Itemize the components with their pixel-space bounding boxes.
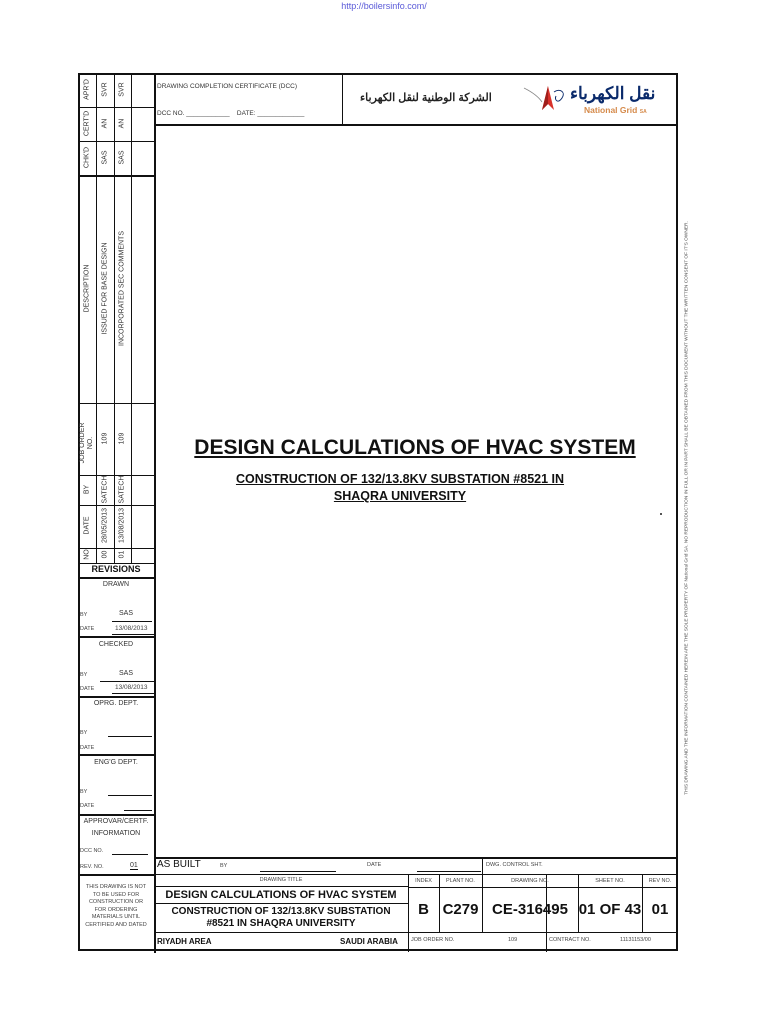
- engg-date-label: DATE: [80, 803, 95, 809]
- oprg-by-label: BY: [80, 730, 88, 736]
- rev-1-certd: AN: [101, 118, 109, 129]
- drawing-title-line2: CONSTRUCTION OF 132/13.8KV SUBSTATION: [171, 906, 391, 917]
- company-name-arabic: الشركة الوطنية لنقل الكهرباء: [360, 92, 492, 104]
- approval-rev-value: 01: [130, 862, 138, 869]
- col-description-header: DESCRIPTION: [83, 264, 91, 313]
- rev-row-line: [78, 403, 154, 404]
- job-order-label: JOB ORDER NO.: [411, 937, 455, 943]
- oprg-date-label: DATE: [80, 745, 95, 751]
- sheet-no-label: SHEET NO.: [595, 878, 625, 884]
- checked-by-line: [100, 681, 154, 682]
- drawn-title: DRAWN: [102, 581, 130, 588]
- construction-notice: THIS DRAWING IS NOT TO BE USED FOR CONSTRUCTION OR FOR ORDERING MATERIALS UNTIL CERTIFIED AND DATED: [85, 884, 147, 928]
- dcc-date-label: DATE:: [236, 110, 256, 117]
- rev-2-aprd: SVR: [118, 82, 126, 97]
- titleblock-line: [154, 886, 408, 887]
- as-built-by-label: BY: [220, 863, 228, 869]
- section-divider: [78, 636, 154, 638]
- engg-by-label: BY: [80, 789, 88, 795]
- drawn-date-line: [112, 634, 154, 635]
- section-divider: [78, 874, 154, 876]
- rev-1-description: ISSUED FOR BASE DESIGN: [101, 242, 109, 335]
- engg-title: ENG'G DEPT.: [94, 759, 138, 766]
- rev-2-date: 13/08/2013: [118, 507, 126, 544]
- col-by-header: BY: [83, 484, 91, 495]
- rev-1-chkd: SAS: [101, 150, 109, 165]
- revisions-title: REVISIONS: [91, 564, 141, 574]
- engg-by-field[interactable]: [108, 795, 152, 796]
- header-divider: [154, 124, 678, 126]
- dcc-no-label: DCC NO.: [157, 110, 185, 117]
- checked-date-label: DATE: [80, 686, 95, 692]
- titleblock-line: [154, 874, 678, 875]
- document-title: DESIGN CALCULATIONS OF HVAC SYSTEM: [194, 436, 636, 459]
- drawn-by-label: BY: [80, 612, 88, 618]
- col-job-order-header: JOB ORDER NO.: [79, 422, 94, 464]
- oprg-title: OPRG. DEPT.: [93, 700, 139, 707]
- rev-1-job-order: 109: [101, 432, 109, 445]
- rev-2-description: INCORPORATED SEC COMMENTS: [118, 231, 126, 346]
- approval-rev-label: REV. NO.: [80, 864, 104, 870]
- drawing-no-label: DRAWING NO.: [511, 878, 549, 884]
- drawn-by-value: SAS: [119, 610, 134, 617]
- drawing-no-value: CE-316495: [492, 901, 568, 918]
- plant-value: C279: [442, 901, 479, 918]
- titleblock-col: [482, 857, 483, 874]
- drawing-title-line3: #8521 IN SHAQRA UNIVERSITY: [206, 918, 356, 929]
- rev-2-certd: AN: [118, 118, 126, 129]
- approval-dcc-field[interactable]: [112, 854, 148, 855]
- col-chkd-header: CHK'D: [83, 146, 91, 169]
- header-col-line: [342, 73, 343, 125]
- titleblock-line: [408, 887, 678, 888]
- document-subtitle: CONSTRUCTION OF 132/13.8KV SUBSTATION #8521 IN SHAQRA UNIVERSITY: [235, 472, 565, 503]
- country-label: SAUDI ARABIA: [340, 937, 398, 946]
- checked-by-value: SAS: [119, 670, 134, 677]
- rev-col-line: [114, 73, 115, 563]
- approval-dcc-label: DCC NO.: [80, 848, 104, 854]
- col-no-header: NO: [83, 549, 91, 560]
- drawing-frame: [78, 73, 678, 951]
- rev-1-by: SATECH: [101, 475, 109, 504]
- contract-value: 11131153/00: [620, 937, 651, 943]
- rev-1-date: 28/05/2013: [101, 507, 109, 544]
- dcc-title: DRAWING COMPLETION CERTIFICATE (DCC): [157, 83, 297, 90]
- checked-date-line: [112, 693, 154, 694]
- engg-date-field[interactable]: [124, 810, 152, 811]
- as-built-date-label: DATE: [367, 862, 382, 868]
- rev-col-line: [96, 73, 97, 563]
- drawn-date-label: DATE: [80, 626, 95, 632]
- rev-row-line: [78, 577, 154, 579]
- approval-title-line2: INFORMATION: [91, 830, 141, 837]
- brand-name-arabic: نقل الكهرباء: [570, 84, 656, 103]
- rev-2-no: 01: [118, 550, 126, 559]
- drawn-date-value: 13/08/2013: [115, 625, 148, 632]
- rev-2-chkd: SAS: [118, 150, 126, 165]
- dcc-no-field[interactable]: ____________: [186, 110, 230, 117]
- rev-col-line: [131, 73, 132, 563]
- approval-title-line1: APPROVAR/CERTF.: [83, 818, 149, 825]
- source-url[interactable]: http://boilersinfo.com/: [341, 1, 427, 11]
- checked-date-value: 13/08/2013: [115, 684, 148, 691]
- as-built-date-field[interactable]: [417, 871, 481, 872]
- sheet-no-value: 01 OF 43: [578, 901, 642, 918]
- section-divider: [78, 754, 154, 756]
- rev-1-no: 00: [101, 550, 109, 559]
- checked-by-label: BY: [80, 672, 88, 678]
- dcc-date-field[interactable]: _____________: [257, 110, 305, 117]
- index-value: B: [418, 901, 429, 918]
- dwg-control-label: DWG. CONTROL SHT.: [486, 862, 543, 868]
- rev-1-aprd: SVR: [101, 82, 109, 97]
- checked-title: CHECKED: [98, 641, 134, 648]
- stray-dot: [660, 513, 662, 515]
- col-certd-header: CERT'D: [83, 110, 91, 137]
- titleblock-line: [154, 932, 678, 933]
- col-aprd-header: APR'D: [83, 79, 91, 100]
- copyright-side-note: THIS DRAWING AND THE INFORMATION CONTAINED HEREIN ARE THE SOLE PROPERTY OF National Grid SA. NO REPRODUCTION IN FULL OR IN PART SHALL BE OBTAINED FROM THIS DOCUMENT WITHOUT THE WRITTEN CONSENT OF IT'S OWNER.: [684, 220, 690, 795]
- left-column-divider: [154, 73, 156, 953]
- drawing-title-label: DRAWING TITLE: [259, 877, 303, 883]
- drawn-by-line: [112, 621, 152, 622]
- contract-label: CONTRACT NO.: [549, 937, 591, 943]
- as-built-label: AS BUILT: [157, 859, 201, 870]
- plant-label: PLANT NO.: [446, 878, 475, 884]
- dcc-no-row: [157, 110, 304, 117]
- col-date-header: DATE: [83, 516, 91, 535]
- rev-2-by: SATECH: [118, 475, 126, 504]
- area-label: RIYADH AREA: [157, 937, 212, 946]
- section-divider: [78, 696, 154, 698]
- brand-name-english: National Grid SA: [584, 105, 647, 115]
- rev-no-label: REV NO.: [648, 878, 672, 884]
- as-built-by-field[interactable]: [260, 871, 336, 872]
- job-order-value: 109: [508, 937, 518, 943]
- rev-no-value: 01: [651, 901, 669, 918]
- titleblock-line: [154, 903, 408, 904]
- rev-2-job-order: 109: [118, 432, 126, 445]
- oprg-by-field[interactable]: [108, 736, 152, 737]
- national-grid-logo-icon: [520, 82, 570, 112]
- index-label: INDEX: [415, 878, 432, 884]
- section-divider: [78, 814, 154, 816]
- titleblock-top: [154, 857, 678, 859]
- drawing-title-line1: DESIGN CALCULATIONS OF HVAC SYSTEM: [165, 889, 397, 901]
